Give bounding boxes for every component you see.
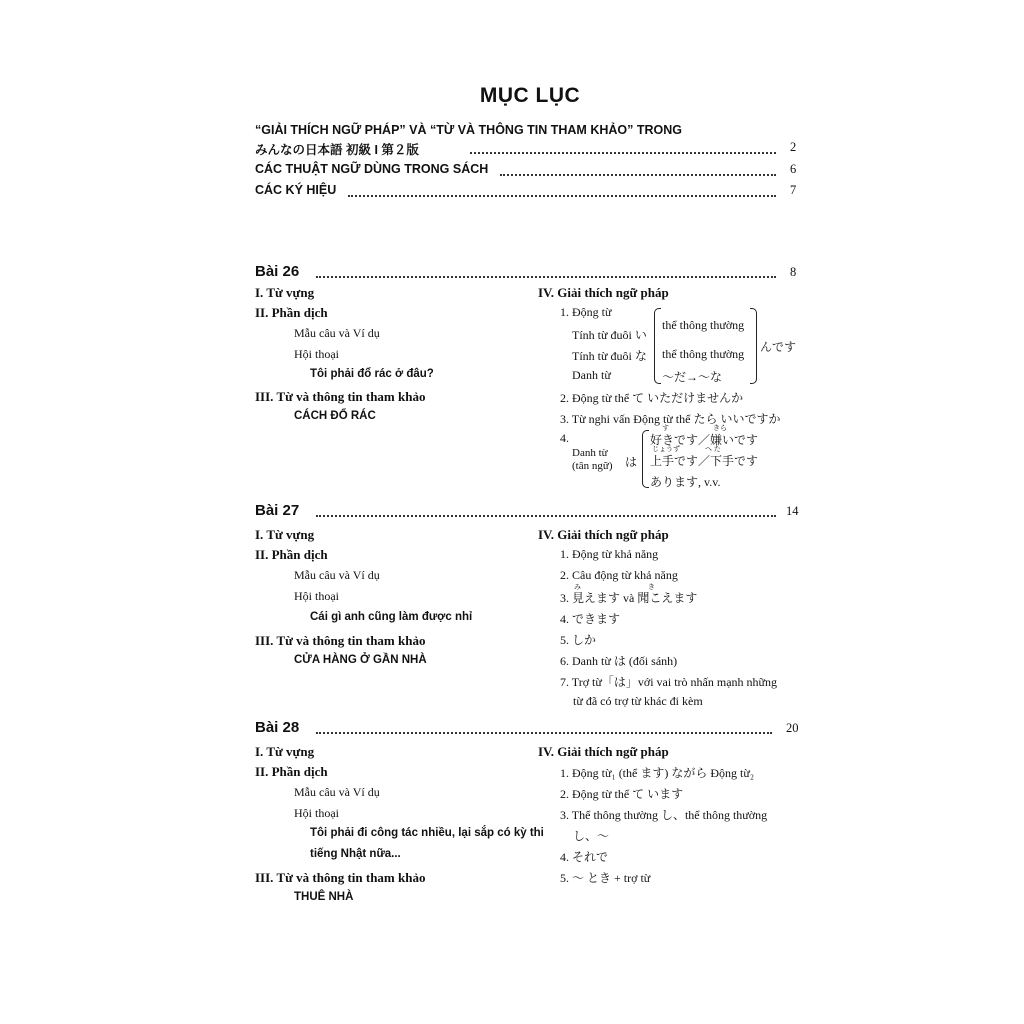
grammar-form: thể thông thường <box>662 318 745 332</box>
page-number: 14 <box>786 504 799 518</box>
grammar-item: 4. それで <box>560 850 609 864</box>
section-vocabulary: I. Từ vựng <box>255 527 315 542</box>
grammar-item: 3. 見えます và 聞こえます <box>560 591 698 605</box>
grammar-item: từ đã có trợ từ khác đi kèm <box>573 694 703 708</box>
page-number: 6 <box>790 162 797 176</box>
grammar-item: 7. Trợ từ「は」với vai trò nhấn mạnh những <box>560 675 778 689</box>
grammar-item: し、～ <box>573 829 610 843</box>
page-number: 8 <box>790 265 797 279</box>
grammar-item: 1. Động từ <box>560 305 612 319</box>
page-number: 7 <box>790 183 797 197</box>
grammar-item: 4. できます <box>560 612 621 626</box>
grammar-item: (tân ngữ) <box>572 460 613 472</box>
grammar-form: thể thông thường <box>662 347 745 361</box>
grammar-item: Tính từ đuôi な <box>572 349 647 363</box>
grammar-item: 5. ～ とき + trợ từ <box>560 871 651 885</box>
lesson-26-heading: Bài 26 <box>255 263 300 280</box>
section-vocabulary: I. Từ vựng <box>255 285 315 300</box>
grammar-item: 3. Từ nghi vấn Động từ thể たら いいですか <box>560 412 781 426</box>
dialogue-title: Tôi phải đổ rác ở đâu? <box>310 368 434 380</box>
reference-title: CỬA HÀNG Ở GẦN NHÀ <box>294 654 427 666</box>
grammar-form: あります, v.v. <box>650 475 721 489</box>
page-number: 2 <box>790 140 797 154</box>
section-translation: II. Phần dịch <box>255 764 328 779</box>
page-title: MỤC LỤC <box>479 84 581 107</box>
grammar-item: 2. Câu động từ khả năng <box>560 568 678 582</box>
section-translation: II. Phần dịch <box>255 547 328 562</box>
section-grammar: IV. Giải thích ngữ pháp <box>538 527 669 542</box>
subsection: Mẫu câu và Ví dụ <box>294 785 380 799</box>
lesson-27-heading: Bài 27 <box>255 502 300 519</box>
dialogue-title: tiếng Nhật nữa... <box>310 848 401 860</box>
subsection: Hội thoại <box>294 589 339 603</box>
front-line-3: CÁC THUẬT NGỮ DÙNG TRONG SÁCH <box>255 162 489 176</box>
furigana: じょうず <box>652 445 680 453</box>
dialogue-title: Cái gì anh cũng làm được nhỉ <box>310 611 473 623</box>
leader-dots <box>470 152 776 154</box>
grammar-item: は <box>625 455 638 469</box>
front-line-1: “GIẢI THÍCH NGỮ PHÁP” VÀ “TỪ VÀ THÔNG TIN THAM KHẢO” TRONG <box>255 123 682 137</box>
section-reference: III. Từ và thông tin tham khảo <box>255 870 426 885</box>
subsection: Mẫu câu và Ví dụ <box>294 326 380 340</box>
grammar-item: Tính từ đuôi い <box>572 328 647 342</box>
furigana: きら <box>713 424 727 432</box>
lesson-28-heading: Bài 28 <box>255 719 300 736</box>
grammar-form: 上手です／下手です <box>650 454 759 468</box>
grammar-item: 2. Động từ thể て います <box>560 787 684 801</box>
front-line-2: みんなの日本語 初級 I 第２版 <box>255 143 419 157</box>
grammar-form: んです <box>760 340 797 354</box>
leader-dots <box>348 195 776 197</box>
leader-dots <box>500 174 776 176</box>
grammar-item: 2. Động từ thể て いただけませんか <box>560 391 744 405</box>
furigana: き <box>648 583 655 591</box>
leader-dots <box>316 276 776 278</box>
reference-title: CÁCH ĐỔ RÁC <box>294 410 376 422</box>
grammar-item: Danh từ <box>572 368 611 382</box>
grammar-item: 1. Động từ khả năng <box>560 547 659 561</box>
grammar-form: 好きです／嫌いです <box>650 433 759 447</box>
section-reference: III. Từ và thông tin tham khảo <box>255 633 426 648</box>
grammar-item: 5. しか <box>560 633 597 647</box>
brace-right <box>750 308 757 384</box>
brace-left <box>642 430 649 488</box>
subsection: Hội thoại <box>294 806 339 820</box>
reference-title: THUÊ NHÀ <box>294 891 354 903</box>
section-translation: II. Phần dịch <box>255 305 328 320</box>
grammar-item: 4. <box>560 431 569 445</box>
leader-dots <box>316 732 772 734</box>
section-vocabulary: I. Từ vựng <box>255 744 315 759</box>
brace-left <box>654 308 661 384</box>
grammar-form: ～だ→～な <box>662 370 723 384</box>
grammar-item: 6. Danh từ は (đối sánh) <box>560 654 678 668</box>
section-grammar: IV. Giải thích ngữ pháp <box>538 285 669 300</box>
dialogue-title: Tôi phải đi công tác nhiều, lại sắp có kỳ thi <box>310 827 544 839</box>
grammar-item: 1. Động từ₁ (thể ます) ながら Động từ₂ <box>560 766 755 780</box>
grammar-item: Danh từ <box>572 447 608 459</box>
grammar-item: 3. Thể thông thường し、thể thông thường <box>560 808 768 822</box>
furigana: へ た <box>705 445 721 453</box>
subsection: Hội thoại <box>294 347 339 361</box>
furigana: み <box>574 583 581 591</box>
section-reference: III. Từ và thông tin tham khảo <box>255 389 426 404</box>
furigana: す <box>662 424 669 432</box>
front-line-4: CÁC KÝ HIỆU <box>255 183 337 197</box>
subsection: Mẫu câu và Ví dụ <box>294 568 380 582</box>
leader-dots <box>316 515 776 517</box>
page-number: 20 <box>786 721 799 735</box>
section-grammar: IV. Giải thích ngữ pháp <box>538 744 669 759</box>
